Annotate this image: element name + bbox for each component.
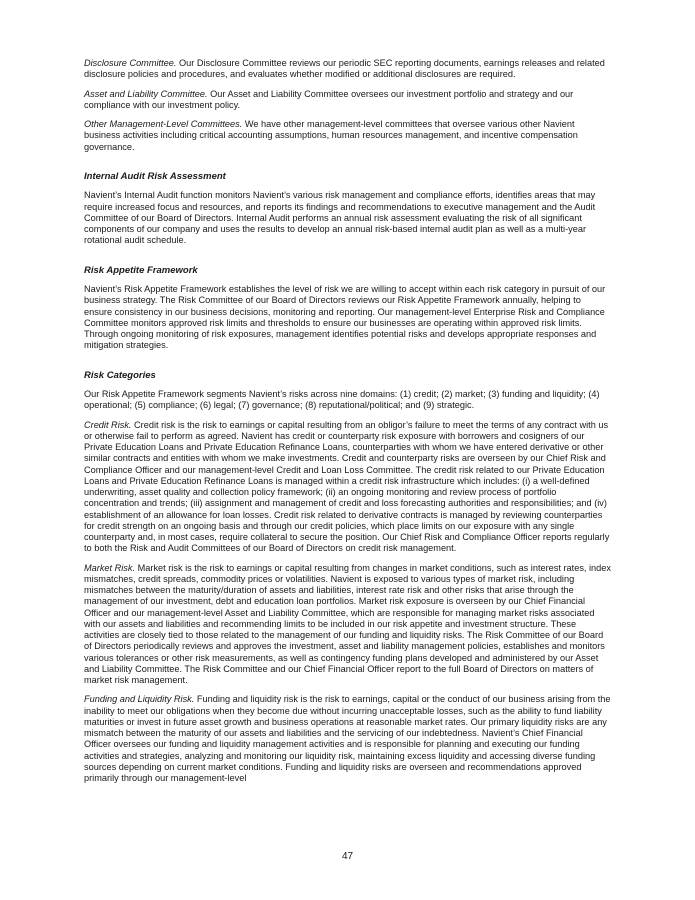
paragraph-text: Our Disclosure Committee reviews our periodic SEC reporting documents, earnings releases and related disclosure policies and procedures, and evaluates whether modified or additional disclosures are required. [84, 58, 605, 80]
paragraph-text: We have other management-level committees that oversee various other Navient business activities including critical accounting assumptions, human resources management, and incentive compensation governance. [84, 119, 578, 152]
paragraph-text: Funding and liquidity risk is the risk to earnings, capital or the conduct of our business arising from the inability to meet our obligations when they become due without incurring unacceptable losses, such as the ability to fund liability maturities or invest in future asset growth and business operations at reasonable market rates. Our primary liquidity risks are any mismatch between the maturity of our assets and liabilities and the servicing of our indebtedness. Navient’s Chief Financial Officer oversees our funding and liquidity management activities and is responsible for planning and executing our funding activities and strategies, analyzing and monitoring our liquidity risk, maintaining excess liquidity and accessing diverse funding sources depending on current market conditions. Funding and liquidity risks are overseen and recommendations approved primarily through our management-level [84, 694, 611, 783]
paragraph-lead: Asset and Liability Committee. [84, 88, 208, 99]
heading-risk-appetite: Risk Appetite Framework [84, 264, 198, 276]
paragraph-credit-risk [84, 420, 611, 555]
paragraph-lead: Credit Risk. [84, 419, 132, 430]
paragraph-text: Market risk is the risk to earnings or capital resulting from changes in market conditions, such as interest rates, index mismatches, credit spreads, commodity prices or volatilities. Navient is exposed to various types of market risk, including mismatches between the maturity/duration of assets and liabilities, interest rate risk and other risks that arise through the management of our investment, debt and education loan portfolios. Market risk exposure is overseen by our Chief Financial Officer and our management-level Asset and Liability Committee, which are responsible for managing market risks associated with our assets and liabilities and recommending limits to be included in our risk appetite and investment structure. These activities are closely tied to those related to the management of our funding and liquidity risks. The Risk Committee of our Board of Directors periodically reviews and approves the investment, asset and liability management policies, establishes and monitors various tolerances or other risk measurements, as well as contingency funding plans developed and administered by our Asset and Liability Committee. The Risk Committee and our Chief Financial Officer report to the full Board of Directors on matters of market risk management. [84, 562, 611, 685]
paragraph-lead: Funding and Liquidity Risk. [84, 694, 195, 705]
paragraph-asset-liability-committee [84, 89, 611, 112]
paragraph-text: Credit risk is the risk to earnings or capital resulting from an obligor’s failure to meet the terms of any contract with us or otherwise fail to perform as agreed. Navient has credit or counterparty risk exposure with borrowers and cosigners of our Private Education Loans and Private Education Refinance Loans, counterparties with whom we have entered derivative or other similar contracts and entities with whom we make investments. Credit and counterparty risks are overseen by our Chief Risk and Compliance Officer and our management-level Credit and Loan Loss Committee. The credit risk related to our Private Education Loans and Private Education Refinance Loans is managed within a credit risk infrastructure which includes: (i) a well-defined underwriting, asset quality and collection policy framework; (ii) an ongoing monitoring and review process of portfolio concentration and trends; (iii) assignment and management of credit and loss forecasting authorities and responsibilities; and (iv) establishment of an allowance for loan losses. Credit risk related to derivative contracts is managed by reviewing counterparties for credit strength on an ongoing basis and through our credit policies, which place limits on our exposure with any single counterparty and, in most cases, require collateral to secure the position. Our Chief Risk and Compliance Officer reports regularly to both the Risk and Audit Committees of our Board of Directors on credit risk management. [84, 419, 610, 554]
paragraph-funding-liquidity-risk [84, 694, 611, 784]
paragraph-other-committees [84, 119, 611, 153]
heading-internal-audit: Internal Audit Risk Assessment [84, 170, 226, 182]
paragraph-risk-categories-intro: Our Risk Appetite Framework segments Navient’s risks across nine domains: (1) credit; (2) market; (3) funding and liquidity; (4) operational; (5) compliance; (6) legal; (7) governance; (8) reputational/political; and (9) strategic. [84, 389, 600, 411]
heading-risk-categories: Risk Categories [84, 369, 156, 381]
page-number: 47 [341, 851, 354, 862]
paragraph-lead: Market Risk. [84, 562, 136, 573]
paragraph-risk-appetite: Navient’s Risk Appetite Framework establishes the level of risk we are willing to accept within each risk category in pursuit of our business strategy. The Risk Committee of our Board of Directors reviews our Risk Appetite Framework annually, helping to ensure consistency in our business decisions, monitoring and reporting. Our management-level Enterprise Risk and Compliance Committee monitors approved risk limits and thresholds to ensure our businesses are operating within approved risk limits. Through ongoing monitoring of risk exposures, management identifies potential risks and develops appropriate responses and mitigation strategies. [84, 284, 606, 351]
paragraph-internal-audit: Navient’s Internal Audit function monitors Navient’s various risk management and compliance efforts, identifies areas that may require increased focus and resources, and reports its findings and recommendations to executive management and the Audit Committee of our Board of Directors. Internal Audit performs an annual risk assessment evaluating the risk of all significant components of our company and uses the results to develop an annual risk-based internal audit plan as well as a multi-year rotational audit schedule. [84, 190, 596, 246]
paragraph-disclosure-committee [84, 58, 611, 81]
paragraph-market-risk [84, 563, 611, 687]
paragraph-text: Our Asset and Liability Committee oversees our investment portfolio and strategy and our compliance with our investment policy. [84, 88, 574, 110]
paragraph-lead: Disclosure Committee. [84, 58, 177, 68]
paragraph-lead: Other Management-Level Committees. [84, 119, 243, 129]
